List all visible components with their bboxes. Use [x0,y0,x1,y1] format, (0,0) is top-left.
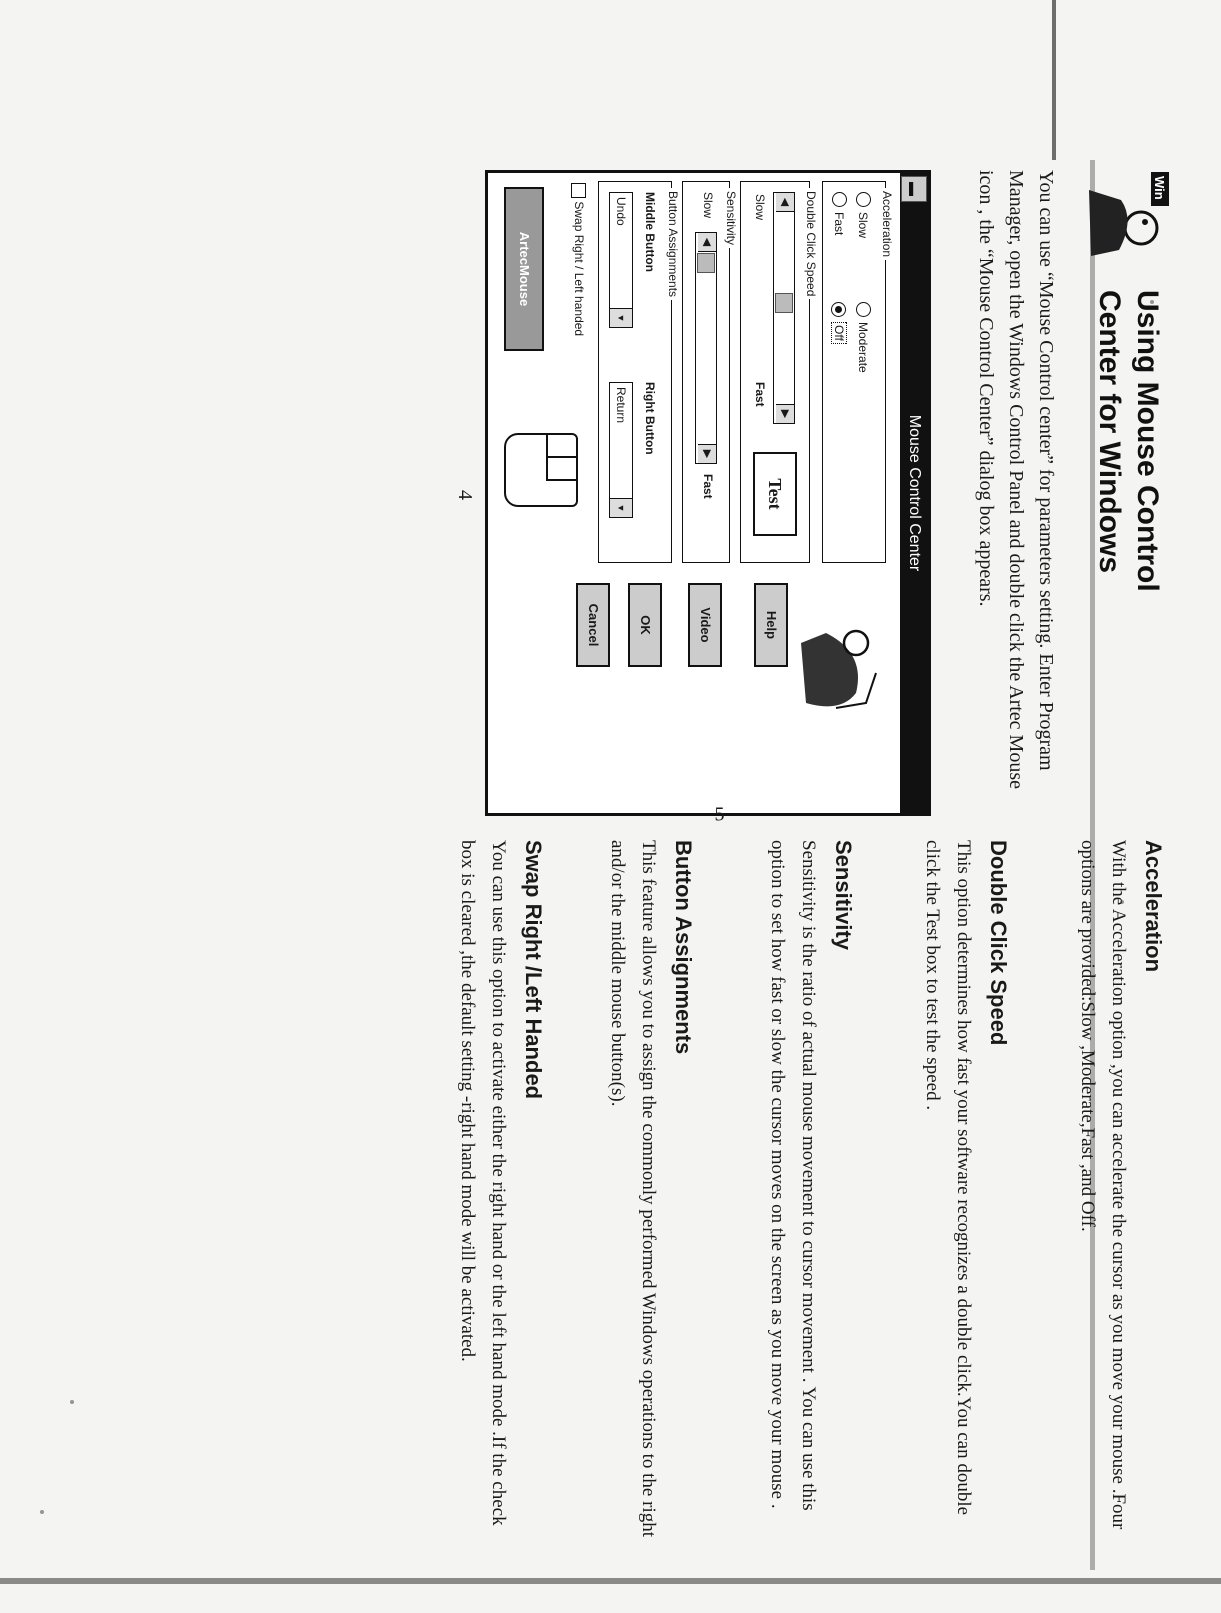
dialog-title: Mouse Control Center [906,414,923,572]
artec-mouse-logo-button[interactable]: ArtecMouse [504,187,544,351]
section-double-click-speed [917,840,1011,1540]
logo-text: Win [1152,176,1167,200]
section-heading: Double Click Speed [986,840,1011,1046]
middle-button-label: Middle Button [643,192,657,272]
section-sensitivity [762,840,856,1540]
sensitivity-max-label: Fast [701,474,715,499]
section-heading: Sensitivity [831,840,856,951]
section-body: You can use this option to activate either the right hand or the left hand mode .If the check box is cleared ,the default setting -right hand mode will be activated. [457,840,509,1526]
heading-line-1: Using Mouse Control [1131,290,1164,592]
radio-slow-label: Slow [856,212,871,239]
middle-button-select[interactable] [609,192,633,328]
chevron-down-icon[interactable]: ▼ [610,308,632,327]
double-click-label: Double Click Speed [804,188,818,299]
cancel-button[interactable]: Cancel [576,583,610,667]
video-button[interactable]: Video [688,583,722,667]
button-assignments-group [598,181,680,563]
slider-left-arrow-icon[interactable]: ◀ [698,233,716,252]
ok-button[interactable]: OK [628,583,662,667]
page-number-right: 5 [714,803,725,826]
radio-circle-selected [832,302,847,317]
slider-thumb[interactable] [697,253,715,273]
section-body: Sensitivity is the ratio of actual mouse movement to cursor movement . You can use this option to set how fast or slow the cursor moves on the screen as you move your mouse . [767,840,819,1511]
radio-off-label: Off [831,322,847,344]
section-body: This option determines how fast your software recognizes a double click.You can double click the Test box to test the speed . [922,840,974,1516]
mouse-mascot-logo [1083,170,1171,266]
section-acceleration [1072,840,1166,1540]
sensitivity-min-label: Slow [701,192,715,219]
help-button[interactable]: Help [754,583,788,667]
radio-circle [856,192,871,207]
radio-off[interactable] [831,302,847,344]
middle-button-value: Undo [614,197,628,226]
checkbox-box[interactable] [571,183,586,198]
system-menu-icon[interactable]: ▬ [901,176,927,202]
mouse-character-icon [786,613,886,723]
mouse-middle-button-shape [546,458,576,481]
dialog-titlebar [900,173,928,813]
radio-moderate[interactable] [856,302,871,373]
intro-paragraph: You can use “Mouse Control center” for parameters setting. Enter Program Manager, open the Windows Control Panel and double click the Artec Mouse icon , the “Mouse Control Center” dialog box appears. [975,170,1057,789]
slider-right-arrow-icon[interactable]: ▶ [776,404,794,423]
section-swap-handed [452,840,546,1540]
mouse-control-center-dialog [485,170,931,816]
chevron-down-icon[interactable]: ▼ [610,498,632,517]
sensitivity-slider[interactable] [695,232,717,464]
radio-circle [832,192,847,207]
radio-slow[interactable] [856,192,871,238]
slider-left-arrow-icon[interactable]: ◀ [776,193,794,212]
section-button-assignments [602,840,696,1540]
slider-right-arrow-icon[interactable]: ▶ [698,444,716,463]
radio-fast[interactable] [832,192,847,235]
radio-circle [856,302,871,317]
radio-moderate-label: Moderate [856,322,871,373]
swap-handed-label: Swap Right / Left handed [572,201,586,337]
sensitivity-label: Sensitivity [724,188,738,248]
sensitivity-group [682,181,738,563]
page-number-left: 4 [454,490,476,500]
right-button-value: Return [614,387,628,424]
acceleration-label: Acceleration [880,188,894,260]
double-click-max-label: Fast [753,382,767,407]
mouse-left-button-shape [546,435,576,458]
double-click-slider[interactable] [773,192,795,424]
right-page [221,803,1221,1540]
mouse-diagram-icon [504,433,578,507]
page-heading [1090,290,1166,592]
slider-thumb[interactable] [775,293,793,313]
swap-handed-checkbox[interactable] [571,183,586,336]
right-button-select[interactable] [609,382,633,518]
heading-line-2: Center for Windows [1093,290,1126,574]
section-body: With the Acceleration option ,you can accelerate the cursor as you move your mouse .Four options are provided:Slow ,Moderate,Fast ,and Off. [1077,840,1129,1530]
radio-fast-label: Fast [832,212,847,236]
acceleration-group [822,181,894,563]
double-click-speed-group [740,181,818,563]
test-button[interactable]: Test [753,452,797,536]
left-page [221,170,1221,830]
button-assignments-label: Button Assignments [666,188,680,300]
section-heading: Acceleration [1141,840,1166,973]
right-button-label: Right Button [643,382,657,455]
section-heading: Swap Right /Left Handed [521,840,546,1100]
double-click-min-label: Slow [753,194,767,221]
section-heading: Button Assignments [671,840,696,1055]
section-body: This feature allows you to assign the commonly performed Windows operations to the right and/or the middle mouse button(s). [607,840,659,1537]
